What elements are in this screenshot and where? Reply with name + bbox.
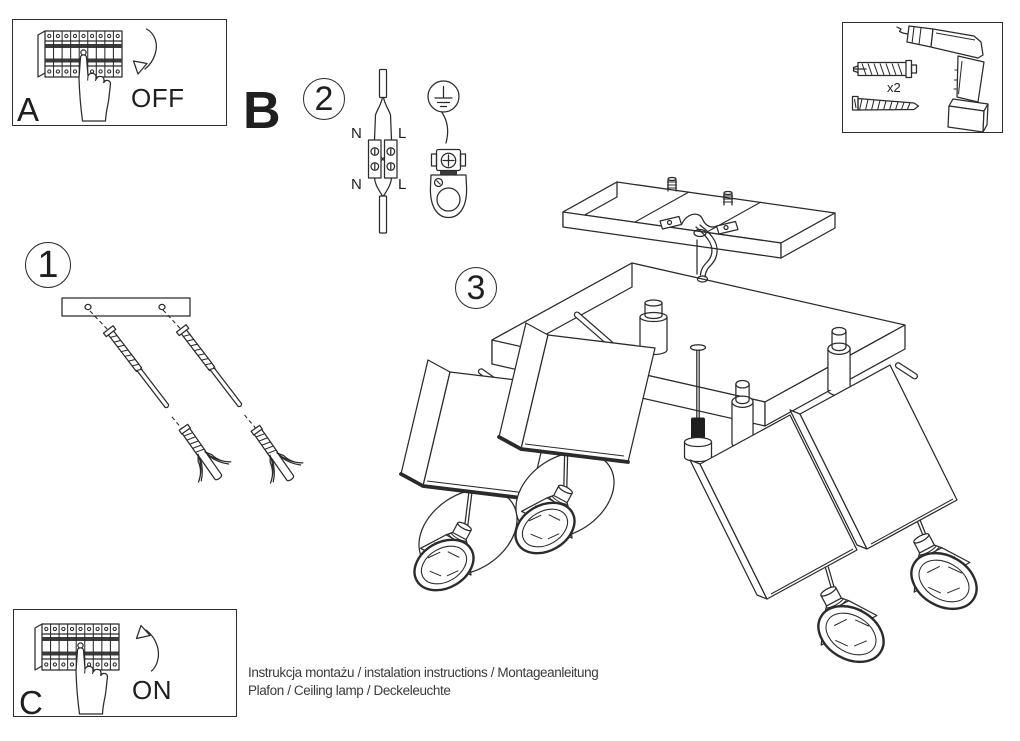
footer-instructions-line: Instrukcja montażu / instalation instructions / Montageanleitung — [248, 665, 599, 680]
gu10-bulb-icon — [799, 574, 893, 673]
wood-screw-illustration — [104, 326, 173, 411]
off-label: OFF — [131, 83, 185, 113]
on-label: ON — [132, 675, 172, 705]
spotlight-arm-rod — [895, 362, 919, 380]
step-a-label: A — [17, 91, 40, 128]
ceiling-bracket-illustration — [563, 178, 835, 278]
step-1-number: 1 — [37, 243, 59, 286]
step-3-badge — [455, 267, 497, 309]
spotlight-head-left-pair — [401, 323, 655, 600]
panel-on-box — [13, 609, 237, 721]
wall-anchor-illustration — [240, 417, 307, 490]
ground-symbol-icon — [428, 81, 459, 112]
step-c-label: C — [19, 684, 43, 721]
gu10-bulb-icon — [892, 521, 986, 620]
tools-box — [842, 22, 1003, 133]
bulb-stem — [826, 567, 835, 589]
step-b-label: B — [243, 82, 281, 140]
step-3-number: 3 — [466, 268, 486, 307]
panel-off-box — [12, 19, 227, 126]
terminal-block-illustration — [369, 140, 398, 178]
wood-screw-illustration — [177, 325, 246, 410]
wire-label-l-top: L — [398, 125, 407, 142]
wire-label-n-top: N — [351, 125, 362, 142]
wall-anchor-illustration — [168, 416, 235, 489]
wire-label-l-bottom: L — [398, 176, 407, 193]
step-2-badge — [303, 78, 345, 120]
threaded-stud-icon — [667, 178, 677, 192]
screw-quantity-label: x2 — [887, 80, 901, 95]
step-2-number: 2 — [314, 79, 334, 118]
ground-terminal-illustration — [430, 113, 466, 218]
wire-label-n-bottom: N — [351, 176, 362, 193]
step-1-badge — [25, 242, 71, 288]
mounting-bar-illustration — [62, 298, 190, 316]
footer-product-line: Plafon / Ceiling lamp / Deckeleuchte — [248, 683, 451, 698]
